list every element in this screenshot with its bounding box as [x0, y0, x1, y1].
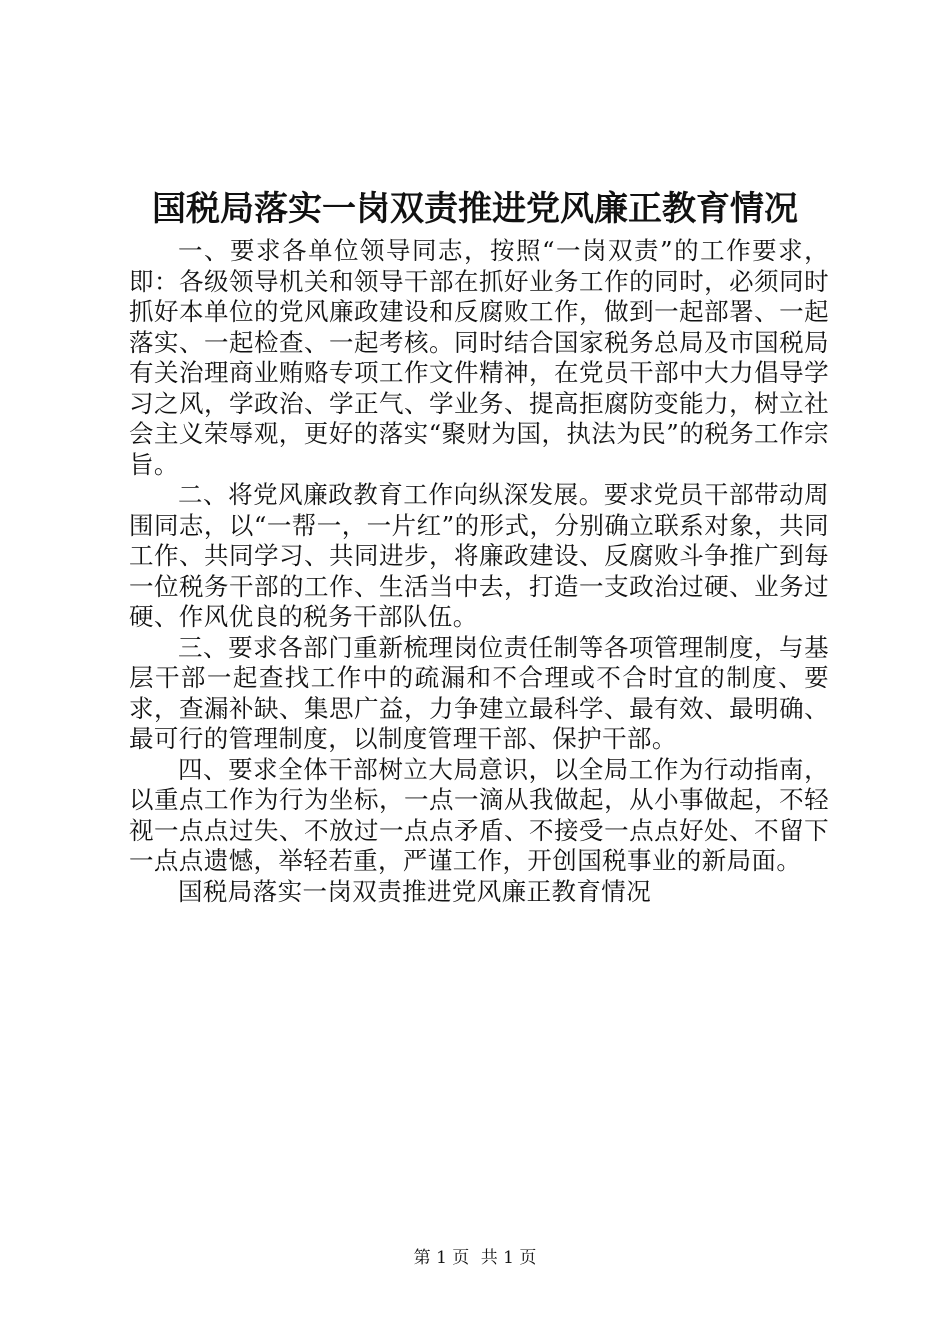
- page-number: 第 1 页: [413, 1248, 470, 1268]
- page-total: 共 1 页: [480, 1248, 537, 1268]
- closing-line: 国税局落实一岗双责推进党风廉正教育情况: [178, 876, 652, 906]
- document-title: 国税局落实一岗双责推进党风廉正教育情况: [152, 189, 798, 229]
- paragraph-4: 四、要求全体干部树立大局意识，以全局工作为行动指南，以重点工作为行为坐标，一点一滴从我做起，从小事做起，不轻视一点点过失、不放过一点点矛盾、不接受一点点好处、不留下一点点遗憾，举轻若重，严谨工作，开创国税事业的新局面。: [129, 754, 829, 875]
- page-footer: [0, 1246, 950, 1270]
- document-body: [129, 236, 829, 907]
- paragraph-3: 三、要求各部门重新梳理岗位责任制等各项管理制度，与基层干部一起查找工作中的疏漏和不合理或不合时宜的制度、要求，查漏补缺、集思广益，力争建立最科学、最有效、最明确、最可行的管理制度，以制度管理干部、保护干部。: [129, 632, 829, 753]
- paragraph-2: 二、将党风廉政教育工作向纵深发展。要求党员干部带动周围同志，以“一帮一，一片红”的形式，分别确立联系对象，共同工作、共同学习、共同进步，将廉政建设、反腐败斗争推广到每一位税务干部的工作、生活当中去，打造一支政治过硬、业务过硬、作风优良的税务干部队伍。: [129, 480, 829, 631]
- paragraph-1: 一、要求各单位领导同志，按照“一岗双责”的工作要求，即：各级领导机关和领导干部在抓好业务工作的同时，必须同时抓好本单位的党风廉政建设和反腐败工作，做到一起部署、一起落实、一起检查、一起考核。同时结合国家税务总局及市国税局有关治理商业贿赂专项工作文件精神，在党员干部中大力倡导学习之风，学政治、学正气、学业务、提高拒腐防变能力，树立社会主义荣辱观，更好的落实“聚财为国，执法为民”的税务工作宗旨。: [129, 236, 829, 479]
